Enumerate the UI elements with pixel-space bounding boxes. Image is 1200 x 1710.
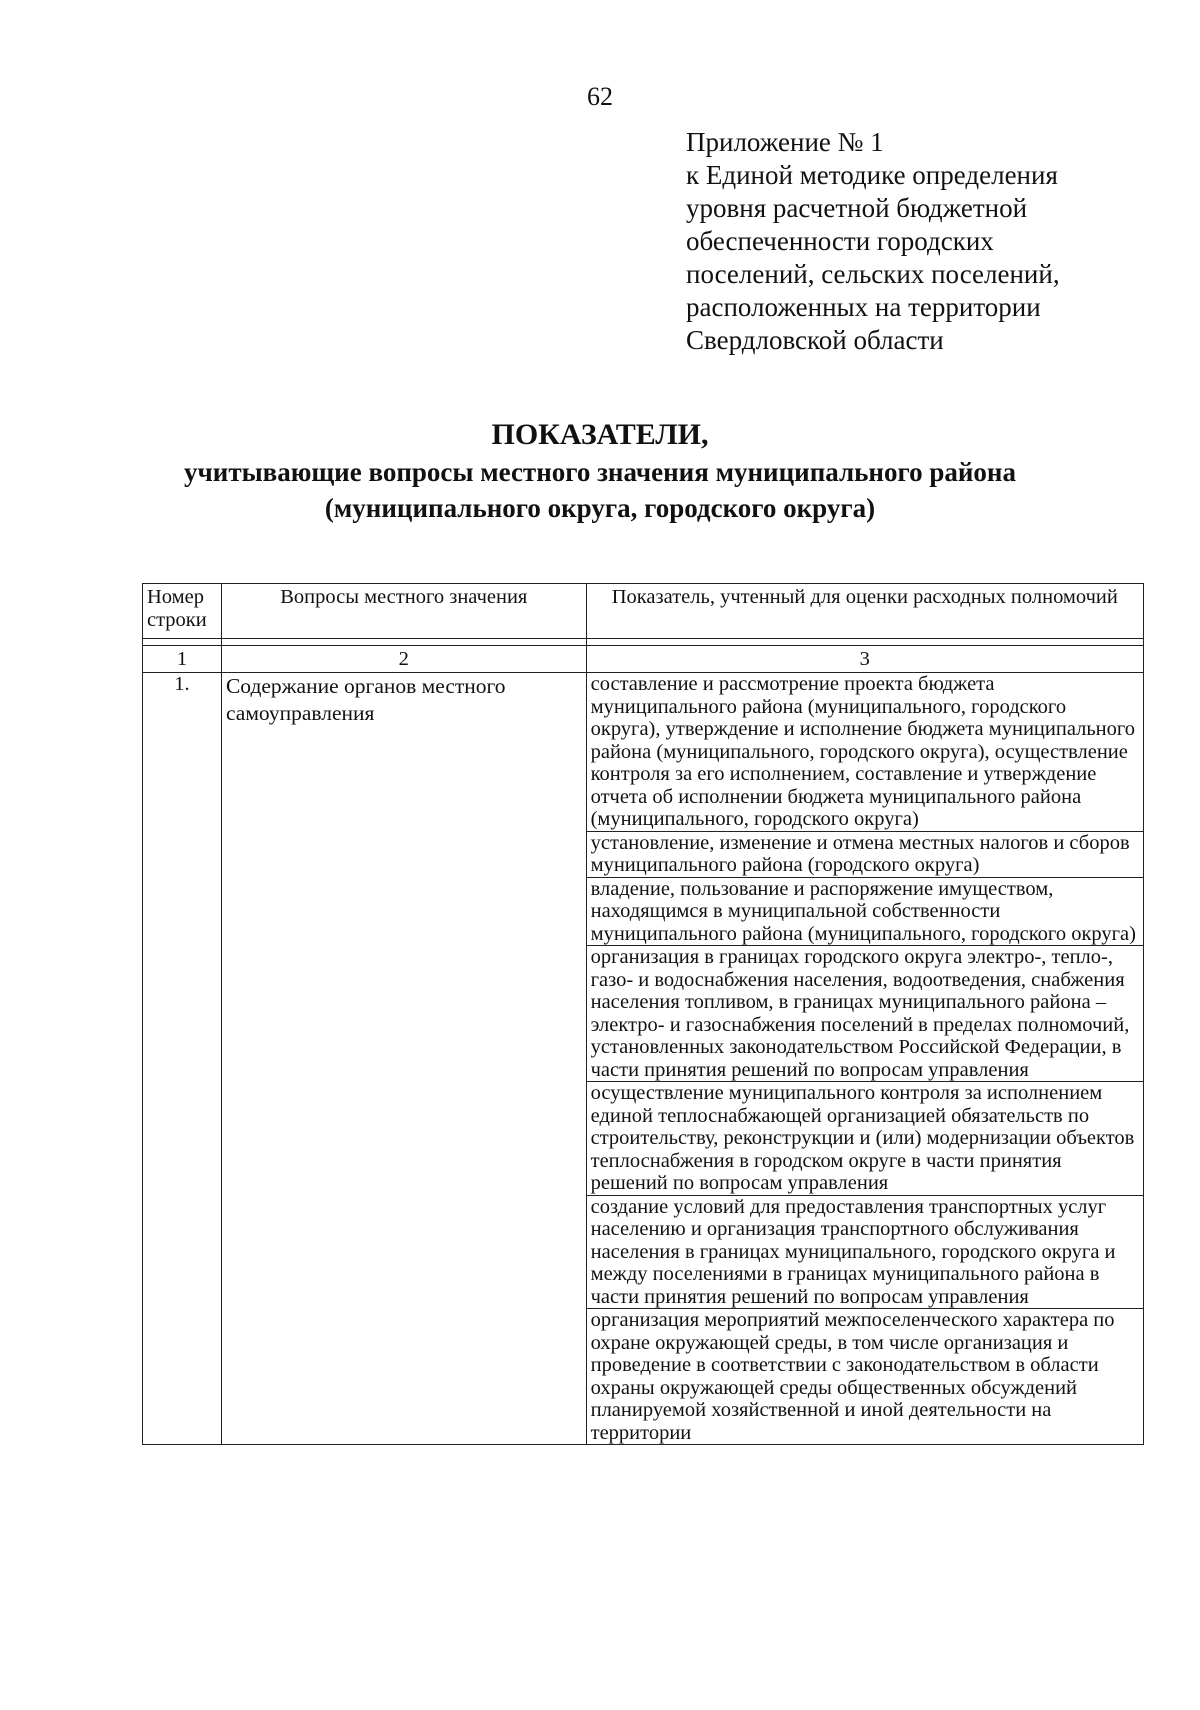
document-title (0, 417, 1200, 525)
header-gap (143, 639, 1144, 646)
page-number: 62 (587, 82, 613, 111)
column-number: 3 (586, 646, 1143, 673)
column-numbering-row (143, 646, 1144, 673)
appendix-line: расположенных на территории (686, 292, 1041, 322)
appendix-reference (686, 126, 1060, 357)
title-line-2: учитывающие вопросы местного значения муниципального района (184, 457, 1016, 487)
title-line-3: (муниципального округа, городского округа) (324, 493, 876, 523)
row-topic: Содержание органов местного самоуправления (221, 673, 586, 1445)
appendix-line: уровня расчетной бюджетной (686, 193, 1028, 223)
table-header-row (143, 584, 1144, 639)
title-line-1: ПОКАЗАТЕЛИ, (491, 418, 709, 451)
appendix-line: поселений, сельских поселений, (686, 259, 1060, 289)
appendix-line: к Единой методике определения (686, 160, 1058, 190)
header-indicator: Показатель, учтенный для оценки расходных полномочий (586, 584, 1143, 639)
column-number: 2 (221, 646, 586, 673)
appendix-line: Приложение № 1 (686, 127, 884, 157)
table-row (143, 673, 1144, 832)
row-number: 1. (143, 673, 222, 1445)
header-questions: Вопросы местного значения (221, 584, 586, 639)
column-number: 1 (143, 646, 222, 673)
appendix-line: Свердловской области (686, 325, 944, 355)
indicator-cell: организация в границах городского округа электро-, тепло-, газо- и водоснабжения населения, водоотведения, снабжения населения топливом, в границах муниципального района – электро- и газоснабжения поселений в пределах полномочий, установленных законодательством Российской Федерации, в части принятия решений по вопросам управления (586, 946, 1143, 1082)
header-row-number: Номер строки (143, 584, 222, 639)
appendix-line: обеспеченности городских (686, 226, 994, 256)
indicator-cell: осуществление муниципального контроля за исполнением единой теплоснабжающей организацией обязательств по строительству, реконструкции и (или) модернизации объектов теплоснабжения в городском округе в части принятия решений по вопросам управления (586, 1082, 1143, 1196)
indicator-cell: организация мероприятий межпоселенческого характера по охране окружающей среды, в том числе организация и проведение в соответствии с законодательством в области охраны окружающей среды общественных обсуждений планируемой хозяйственной и иной деятельности на территории (586, 1309, 1143, 1445)
indicator-cell: составление и рассмотрение проекта бюджета муниципального района (муниципального, городского округа), утверждение и исполнение бюджета муниципального района (муниципального, городского округа), осуществление контроля за его исполнением, составление и утверждение отчета об исполнении бюджета муниципального района (муниципального, городского округа) (586, 673, 1143, 832)
indicator-cell: владение, пользование и распоряжение имуществом, находящимся в муниципальной собственности муниципального района (муниципального, городского округа) (586, 877, 1143, 946)
indicators-table (142, 583, 1144, 1445)
indicator-cell: создание условий для предоставления транспортных услуг населению и организация транспортного обслуживания населения в границах муниципального, городского округа и между поселениями в границах муниципального района в части принятия решений по вопросам управления (586, 1195, 1143, 1309)
indicator-cell: установление, изменение и отмена местных налогов и сборов муниципального района (городского округа) (586, 831, 1143, 877)
